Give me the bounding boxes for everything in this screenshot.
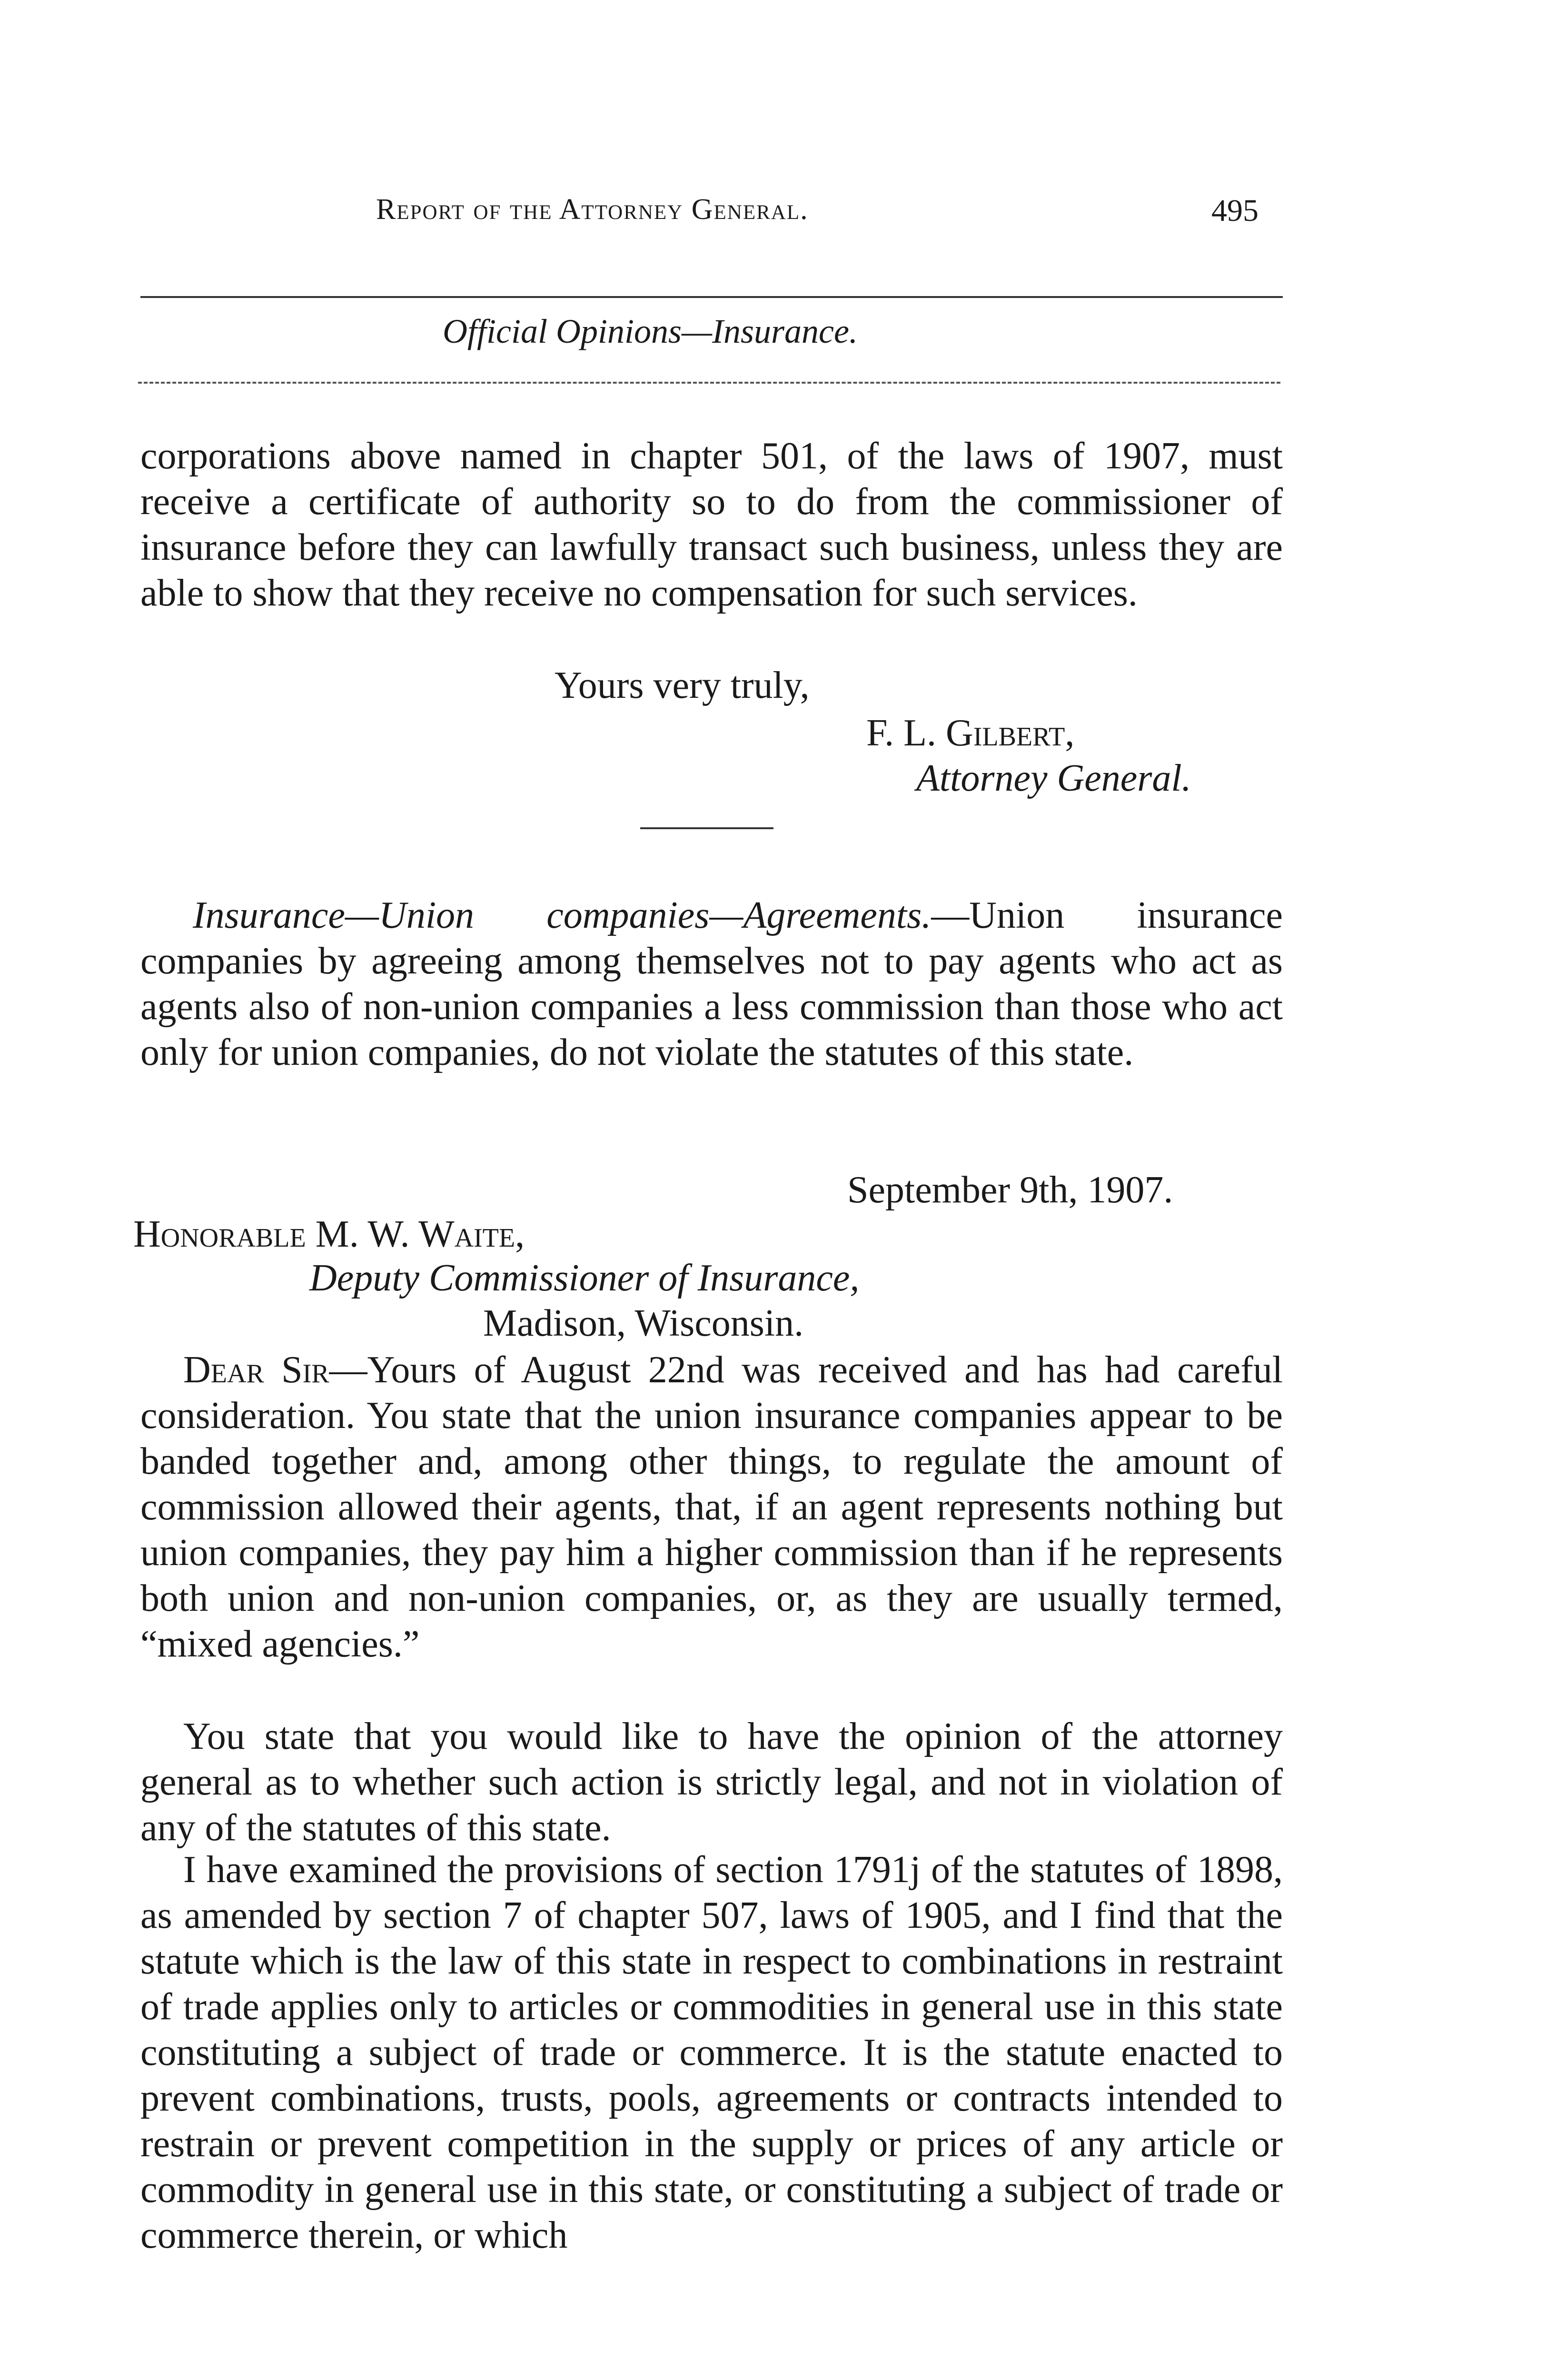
letter-paragraph-2: You state that you would like to have the opinion of the attorney general as to whether such action is strictly legal, and not in violation of any of the statutes of this state. [140,1716,1283,1849]
syllabus-text: —Union insurance companies by agreeing among themselves not to pay agents who act as agents also of non-union companies a less commission than those who act only for union companies, do not violate the statutes of this state. [140,894,1283,1073]
letter-paragraph-3: I have examined the provisions of section 1791j of the statutes of 1898, as amended by section 7 of chapter 507, laws of 1905, and I find that the statute which is the law of this state in respect to combinations in restraint of trade applies only to articles or commodities in general use in this state constituting a subject of trade or commerce. It is the statute enacted to prevent combinations, trusts, pools, agreements or contracts intended to restrain or prevent competition in the supply or prices of any article or commodity in general use in this state, or constituting a subject of trade or commerce therein, or which [140,1849,1283,2256]
addressee-title: Deputy Commissioner of Insurance, [309,1257,860,1299]
letter-date: September 9th, 1907. [847,1169,1173,1211]
paragraph-1-text: —Yours of August 22nd was received and has had careful consideration. You state that the union insurance companies appear to be banded together and, among other things, to regulate the amount of commission allowed their agents, that, if an agent represents nothing but union companies, they pay him a higher commission than if he represents both union and non-union companies, or, as they are usually termed, “mixed agencies.” [140,1349,1283,1665]
section-separator-rule [640,827,773,829]
signer-title: Attorney General. [916,757,1191,799]
addressee-city: Madison, Wisconsin. [483,1302,804,1344]
letter-closing: Yours very truly, [555,664,810,706]
page-header-title: Report of the Attorney General. [376,193,809,226]
signer-name: F. L. Gilbert, [866,712,1075,754]
opinion-syllabus [140,892,1283,1075]
header-rule-top [140,296,1283,298]
running-head: Official Opinions—Insurance. [443,312,858,350]
syllabus-heading: Insurance—Union companies—Agreements. [193,894,932,936]
previous-opinion-conclusion: corporations above named in chapter 501, of the laws of 1907, must receive a certificate of authority so to do from the commissioner of insurance before they can lawfully transact such business, unless they are able to show that they receive no compensation for such services. [140,435,1283,614]
addressee-name: Honorable M. W. Waite, [133,1213,525,1255]
salutation: Dear Sir [183,1349,329,1391]
page-number: 495 [1211,193,1259,228]
letter-paragraph-1 [140,1347,1283,1667]
header-rule-bottom [138,382,1280,384]
